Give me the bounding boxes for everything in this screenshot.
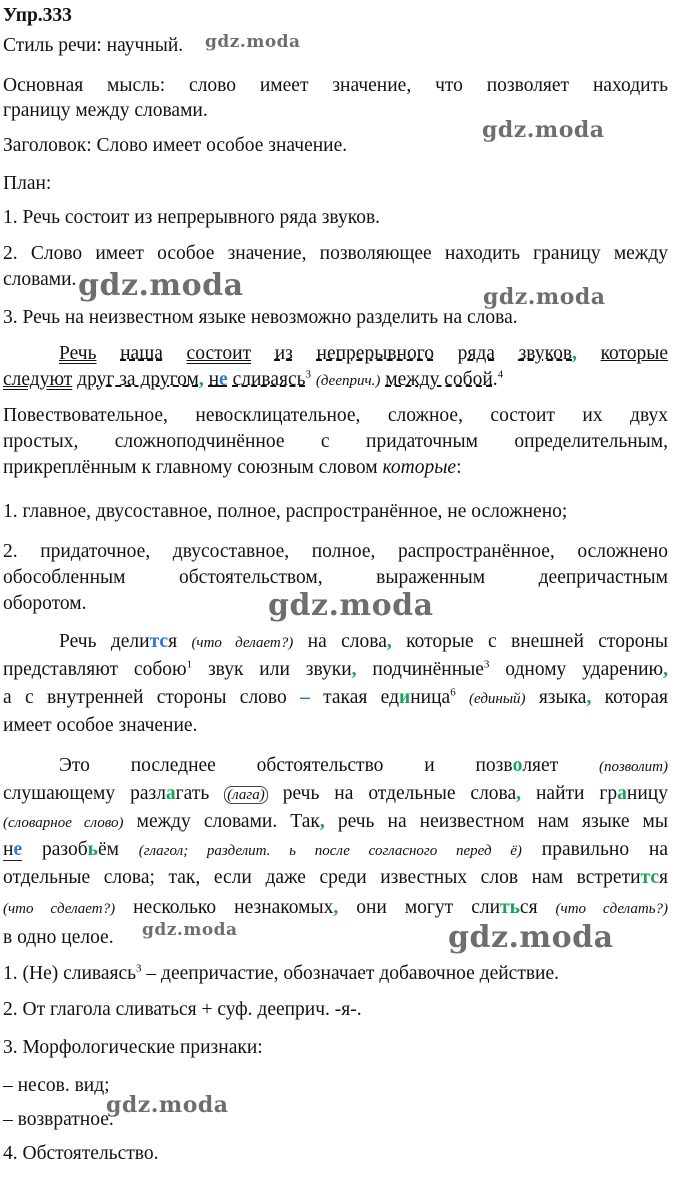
part-1: 1. главное, двусоставное, полное, распространённое, не осложнено; <box>3 501 568 522</box>
watermark: gdz.moda <box>78 268 244 303</box>
plan-item-2-cont: словами. <box>3 269 77 290</box>
watermark: gdz.moda <box>142 920 238 940</box>
p3-line-5: отдельные слова; так, если даже среди известных слов нам встретится <box>3 867 668 888</box>
main-idea-line-2: границу между словами. <box>3 100 208 121</box>
morph-line-2: 2. От глагола сливаться + суф. дееприч. -я-. <box>3 999 362 1020</box>
morph-line-5: – возвратное. <box>3 1109 114 1130</box>
heading-line: Заголовок: Слово имеет особое значение. <box>3 135 348 156</box>
watermark: gdz.moda <box>448 920 614 955</box>
word: наша <box>120 343 163 364</box>
note: (дееприч.) <box>315 373 381 389</box>
p2-line-1: Речь делится (что делает?) на слова, которые с внешней стороны <box>59 631 668 652</box>
particle-vowel: е <box>219 369 228 390</box>
watermark: gdz.moda <box>482 117 605 143</box>
morph-line-6: 4. Обстоятельство. <box>3 1143 159 1164</box>
p3-line-6: (что сделает?) несколько незнакомых, они могут слиться (что сделать?) <box>3 897 668 918</box>
watermark: gdz.moda <box>268 588 434 623</box>
p2-line-3: а с внутренней стороны слово – такая единица$^6$ (единый) языка, которая <box>3 686 669 708</box>
analysis-text: прикреплённым к главному союзным словом <box>3 457 383 478</box>
analysis-colon: : <box>456 457 462 478</box>
plan-item-1: 1. Речь состоит из непрерывного ряда звуков. <box>3 207 381 228</box>
particle: н <box>208 369 220 390</box>
word: ряда <box>457 343 495 364</box>
title: Упр.333 <box>3 5 72 26</box>
p3-line-1: Это последнее обстоятельство и позволяет (позволит) <box>59 755 668 776</box>
period: . <box>492 369 498 390</box>
word: непрерывного <box>316 343 434 364</box>
main-idea-line-1: Основная мысль: слово имеет значение, что позволяет находить <box>3 75 668 96</box>
analysis-line-2: простых, сложноподчинённое с придаточным определительным, <box>3 431 668 452</box>
word: из <box>274 343 293 364</box>
p3-line-2: слушающему разлагать (лага) речь на отдельные слова, найти границу <box>3 783 668 804</box>
word: между собой <box>385 369 493 390</box>
predicate-word: следуют <box>3 369 73 390</box>
analysis-line-3 <box>3 456 461 480</box>
subject-word: Речь <box>59 343 97 364</box>
p2-line-4: имеет особое значение. <box>3 715 198 736</box>
plan-item-2: 2. Слово имеет особое значение, позволяющее находить границу между <box>3 243 668 264</box>
word: звуков <box>518 343 573 364</box>
morph-line-3: 3. Морфологические признаки: <box>3 1037 263 1058</box>
footnote: 3 <box>305 368 312 381</box>
analysis-word: которые <box>382 457 457 478</box>
plan-label: План: <box>3 173 52 194</box>
word: сливаясь <box>232 369 306 390</box>
part-2-cont: обособленным обстоятельством, выраженным деепричастным <box>3 567 668 588</box>
word: друг за другом <box>77 369 199 390</box>
comma: , <box>198 369 204 390</box>
p3-line-4: не разобьём (глагол; разделит. ь после согласного перед ё) правильно на <box>3 839 669 860</box>
analysis-line-1: Повествовательное, невосклицательное, сложное, состоит их двух <box>3 405 668 426</box>
part-2-end: оборотом. <box>3 593 87 614</box>
part-2: 2. придаточное, двусоставное, полное, распространённое, осложнено <box>3 541 668 562</box>
watermark: gdz.moda <box>483 284 606 310</box>
comma: , <box>572 343 577 364</box>
plan-item-3: 3. Речь на неизвестном языке невозможно разделить на слова. <box>3 307 518 328</box>
watermark: gdz.moda <box>205 32 301 52</box>
predicate-word: состоит <box>186 343 252 364</box>
p2-line-2: представляют собою$^1$ звук или звуки, подчинённые$^3$ одному ударению, <box>3 658 668 680</box>
p3-line-7: в одно целое. <box>3 927 114 948</box>
sentence-line-1 <box>3 342 668 366</box>
morph-line-4: – несов. вид; <box>3 1075 110 1096</box>
footnote: 4 <box>497 368 504 381</box>
watermark: gdz.moda <box>106 1092 229 1118</box>
p3-line-3: (словарное слово) между словами. Так, речь на неизвестном нам языке мы <box>3 811 668 832</box>
style-line: Стиль речи: научный. <box>3 35 184 56</box>
morph-line-1: 1. (Не) сливаясь$^3$ – деепричастие, обозначает добавочное действие. <box>3 962 560 984</box>
sentence-line-2 <box>3 368 503 393</box>
word: которые <box>600 343 669 364</box>
